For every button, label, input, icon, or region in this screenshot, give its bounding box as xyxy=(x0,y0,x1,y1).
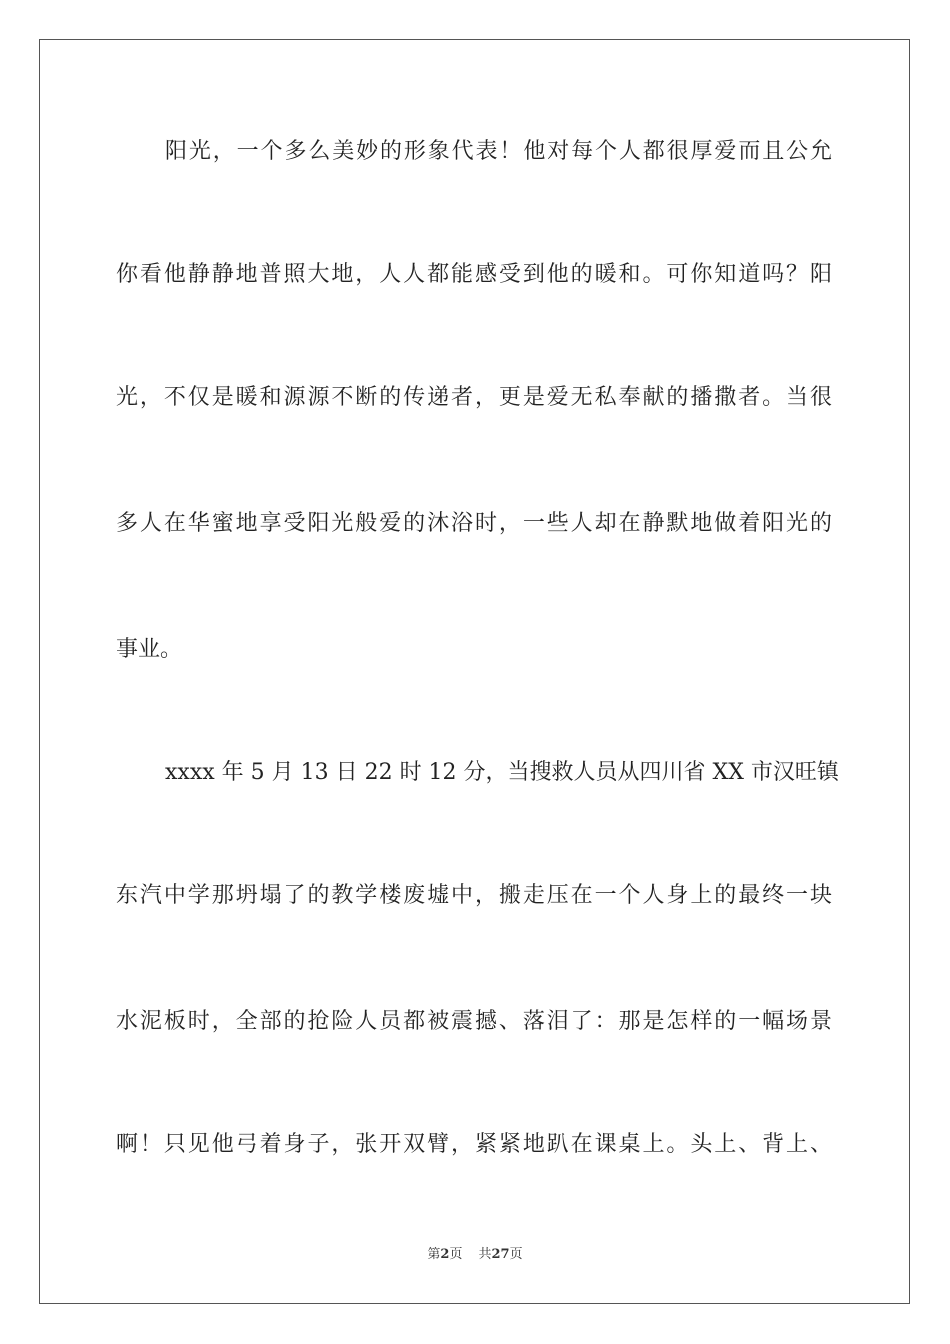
footer-total-prefix: 共 xyxy=(478,1247,492,1262)
paragraph-2-line-2: 东汽中学那坍塌了的教学楼废墟中，搬走压在一个人身上的最终一块 xyxy=(116,883,832,908)
paragraph-1-line-2: 你看他静静地普照大地，人人都能感受到他的暖和。可你知道吗？阳 xyxy=(116,262,832,287)
paragraph-2-line-1: xxxx 年 5 月 13 日 22 时 12 分，当搜救人员从四川省 XX 市汉旺镇 xyxy=(165,760,839,785)
footer-total-pages: 27 xyxy=(491,1247,510,1262)
page-border xyxy=(39,39,910,1304)
footer-total-suffix: 页 xyxy=(509,1247,523,1262)
paragraph-1-line-4: 多人在华蜜地享受阳光般爱的沐浴时，一些人却在静默地做着阳光的 xyxy=(116,511,832,536)
paragraph-1-line-3: 光，不仅是暖和源源不断的传递者，更是爱无私奉献的播撒者。当很 xyxy=(116,385,832,410)
footer-page-number: 2 xyxy=(440,1247,450,1262)
paragraph-1-line-1: 阳光，一个多么美妙的形象代表！他对每个人都很厚爱而且公允 xyxy=(165,139,832,164)
footer-page-prefix: 第 xyxy=(427,1247,441,1262)
paragraph-1-line-5: 事业。 xyxy=(116,637,183,662)
page-footer xyxy=(0,1246,950,1264)
paragraph-2-line-4: 啊！只见他弓着身子，张开双臂，紧紧地趴在课桌上。头上、背上、 xyxy=(116,1132,832,1157)
footer-page-suffix: 页 xyxy=(449,1247,463,1262)
paragraph-2-line-3: 水泥板时，全部的抢险人员都被震撼、落泪了：那是怎样的一幅场景 xyxy=(116,1009,832,1034)
